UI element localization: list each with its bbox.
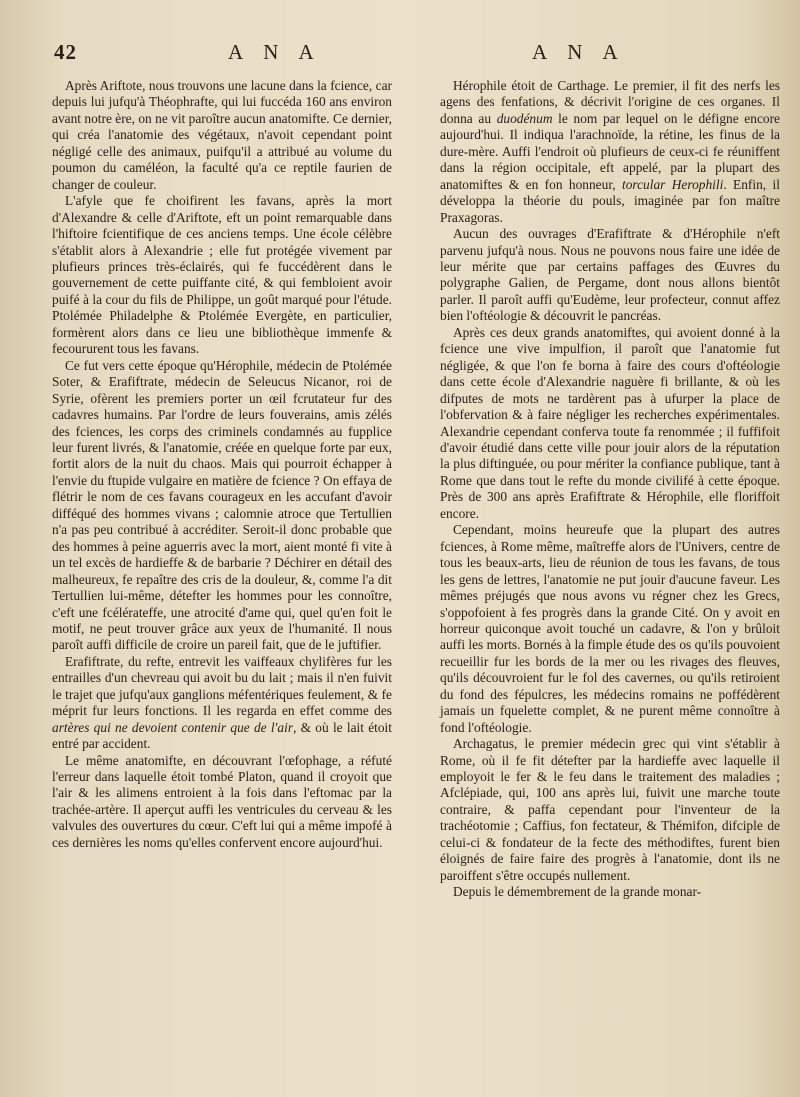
paragraph: L'afyle que fe choifirent les favans, après la mort d'Alexandre & celle d'Ariftote, eft un point remarquable dans l'hiftoire fcientifique de ces anciens temps. Une école célèbre s'établit alors à Alexandrie ; elle fut protégée vivement par plufieurs princes très-éclairés, qui fe fuccédèrent dans le gouvernement de cette puiffante cité, & qui fembloient avoir puifé à la cour du fils de Philippe, un goût marqué pour l'étude. Ptolémée Philadelphe & Ptolémée Evergète, en particulier, formèrent alors dans ce lieu une bibliothèque immenfe & fecoururent tous les favans. [52,193,392,357]
paragraph-text: . Enfin, il développa la théorie du pouls, imaginée par fon maître Praxagoras. [440,176,780,225]
running-head-left: A N A [228,40,322,64]
paragraph: Après ces deux grands anatomiftes, qui avoient donné à la fcience une vive impulfion, il paroît que l'anatomie fut négligée, & que l'on fe borna à faire des cours d'oftéologie dans cette école d'Alexandrie naguère fi brillante, & où les difputes de mots ne tardèrent pas à ufurper la place de l'obfervation & à faire négliger les recherches expérimentales. Alexandrie cependant conferva toute fa renommée ; il fuffifoit d'avoir étudié dans cette ville pour jouir alors de la réputation la plus diftinguée, ou pour mériter la confiance publique, tant à Rome que dans tout le refte du monde civilifé à cette époque. Près de 300 ans après Erafiftrate & Hérophile, elle floriffoit encore. [440,324,780,521]
italic-term: duodénum [496,110,553,126]
paragraph-text: le nom par lequel on le défigne encore aujourd'hui. Il indiqua l'arachnoïde, la rétine, les finus de la dure-mère. Auffi l'endroit où plufieurs de ceux-ci fe réuniffent dans la région occipitale, eft appelé, par la plupart des anatomiftes & en fon honneur, [440,110,780,192]
page-number: 42 [54,40,77,64]
paragraph: Archagatus, le premier médecin grec qui vint s'établir à Rome, où il fe fit détefter par la hardieffe avec laquelle il employoit le fer & le feu dans le traitement des maladies ; Afclépiade, qui, 100 ans après lui, fuivit une marche toute contraire, & paffa cependant pour l'inventeur de la trachéotomie ; Caffius, fon fectateur, & Thémifon, difciple de celui-ci & fondateur de la fecte des méthodiftes, furent bien éloignés de faire faire des progrès à l'anatomie, dont ils ne paroiffent s'être occupés nullement. [440,736,780,883]
left-column [52,78,392,851]
paragraph: Aucun des ouvrages d'Erafiftrate & d'Hérophile n'eft parvenu jufqu'à nous. Nous ne pouvons nous faire une idée de leur mérite que par certains paffages des Œuvres du polygraphe Galien, de Pergame, dont nous allons bientôt parler. Il paroît auffi qu'Eudème, leur profecteur, connut affez bien l'oftéologie & découvrit le pancréas. [440,226,780,324]
paragraph: Depuis le démembrement de la grande monar- [453,884,702,900]
paragraph-text: Erafiftrate, du refte, entrevit les vaiffeaux chylifères fur les entrailles d'un chevreau qui avoit bu du lait ; mais il n'en fuivit le trajet que jufqu'aux ganglions méfentériques feulement, & fe méprit fur leurs fonctions. Il les regarda en effet comme des [52,653,392,719]
paragraph: Cependant, moins heureufe que la plupart des autres fciences, à Rome même, maîtreffe alors de l'Univers, centre de tous les beaux-arts, lieu de réunion de tous les favans, de tous les gens de lettres, l'anatomie ne put jouir d'aucune faveur. Les mêmes préjugés que nous avons vu régner chez les Grecs, s'oppofoient à fes progrès dans la grande Cité. On y avoit en horreur quiconque avoit touché un cadavre, & l'on y brûloit auffi les morts. Bornés à la fimple étude des os qu'ils pouvoient recueillir fur les bords de la mer ou les rivages des fleuves, qu'ils découvroient fur le fol des cavernes, ou qu'ils retiroient du fond des fépulcres, les médecins romains ne poffédèrent jamais un fquelette complet, & ne purent même connoître à fond l'oftéologie. [440,522,780,735]
running-head-right: A N A [532,40,626,64]
italic-phrase: artères qui ne devoient contenir que de l'air [52,719,294,735]
paragraph [440,78,780,226]
paragraph: Ce fut vers cette époque qu'Hérophile, médecin de Ptolémée Soter, & Erafiftrate, médecin de Seleucus Nicanor, roi de Syrie, ofèrent les premiers porter un œil fcrutateur fur des cadavres humains. Par l'ordre de leurs fouverains, amis zélés des fciences, les corps des criminels condamnés au fupplice leur furent livrés, & l'anatomie, créée en quelque forte par eux, fortit alors de la nuit du chaos. Mais qui pourroit échapper à l'envie du ftupide vulgaire en matière de fcience ? On effaya de flétrir le nom de ces favans courageux en les accufant d'avoir difféqué des hommes vivans ; calomnie atroce que Tertullien n'a pas peu contribué à accréditer. Seroit-il donc probable que des hommes à peine aguerris avec la mort, aient monté fi vite à un tel excès de hardieffe & de barbarie ? Déchirer en détail des malheureux, fe repaître des cris de la douleur, &, comme l'a dit Tertullien lui-même, détefter les hommes pour les connoître, c'eft une fcélérateffe, une atrocité d'ame qui, quel qu'en foit le motif, ne peut trouver grâce aux yeux de l'humanité. Il nous paroît auffi difficile de croire un pareil fait, que de le juftifier. [52,357,392,653]
paragraph: Après Ariftote, nous trouvons une lacune dans la fcience, car depuis lui jufqu'à Théophrafte, qui lui fuccéda 160 ans environ avant notre ère, on ne vit paroître aucun anatomifte. Ce dernier, qui créa l'anatomie des végétaux, n'avoit cependant point négligé celle des animaux, puifqu'il a attribué au volume du poumon du caméléon, la faculté qu'a ce reptile faurien de changer de couleur. [52,78,392,192]
paragraph-text: , & où le lait étoit entré par accident. [52,719,392,752]
right-column [440,78,780,901]
page-header [0,40,800,70]
paragraph [52,654,392,753]
paragraph-text: Hérophile étoit de Carthage. Le premier, il fit des nerfs les agens des fenfations, & décrivit l'origine de ces organes. Il donna au [440,78,780,126]
paragraph: Le même anatomifte, en découvrant l'œfophage, a réfuté l'erreur dans laquelle étoit tombé Platon, quand il croyoit que l'air & les alimens entroient à la fois dans l'eftomac par la trachée-artère. Il aperçut auffi les ventricules du cerveau & les valvules des ouvertures du cœur. C'eft lui qui a même impofé à ces dernières les noms qu'elles confervent encore aujourd'hui. [52,752,392,850]
italic-term: torcular Herophili [621,176,724,192]
